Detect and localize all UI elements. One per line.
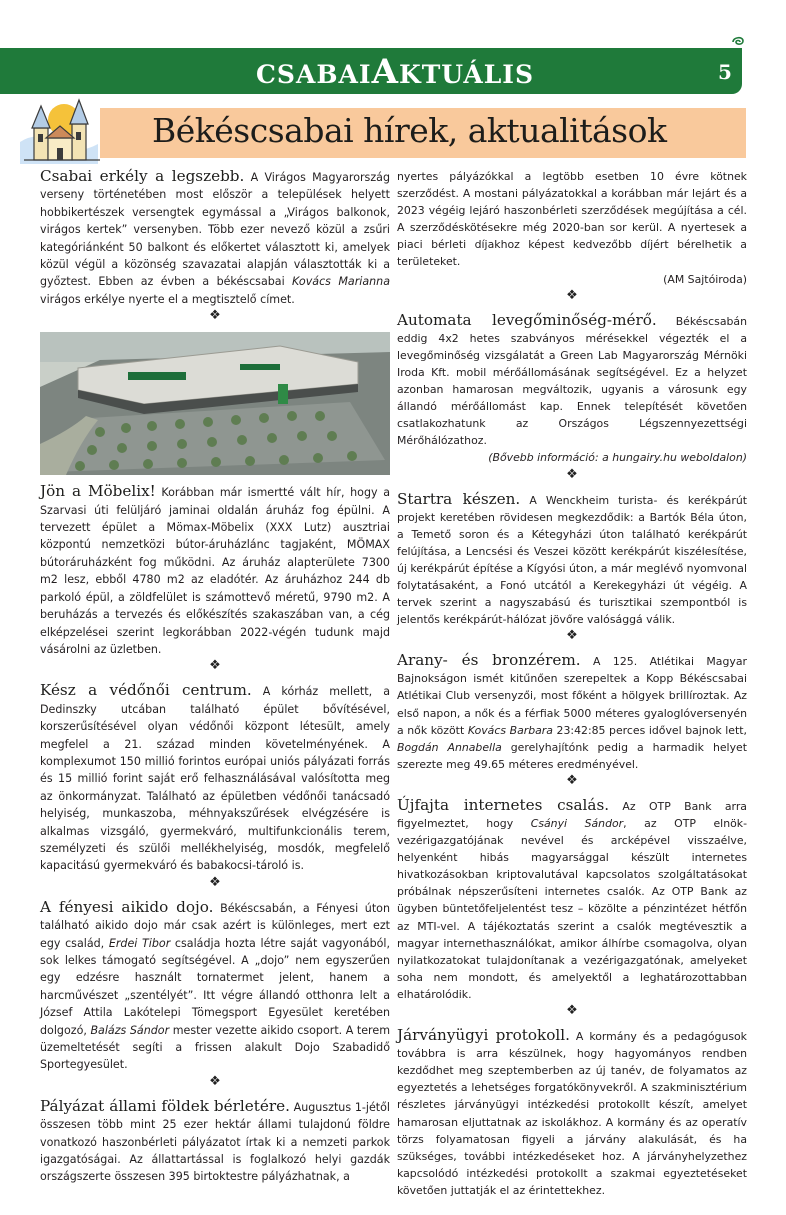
article-heading: Startra készen. xyxy=(397,489,521,508)
right-column xyxy=(397,168,747,1199)
article-heading: Járványügyi protokoll. xyxy=(397,1026,570,1045)
page-title: Békéscsabai hírek, aktualitások xyxy=(152,111,667,150)
separator-ornament: ❖ xyxy=(566,628,578,644)
article-heading: A fényesi aikido dojo. xyxy=(40,897,214,916)
article-jarvanyugyi-protokoll: Járványügyi protokoll. A kormány és a pedagógusok továbbra is arra készülnek, hogy hagyományos rendben kezdődhet meg szeptemberben az új tanév, de folyamatos az egyeztetés a lehetséges forgatókönyvekről. A szakminisztérium részletes járványügyi intézkedési protokollt készít, amelyet hamarosan eljuttatnak az iskolákhoz. A kormány és az operatív törzs folyamatosan figyeli a járvány alakulását, és ha szükséges, további intézkedéseket hoz. A járványhelyzethez kapcsolódó intézkedési protokollt a szakmai egyeztetéseket követően juttatják el az érintettekhez. xyxy=(397,1026,747,1197)
article-heading: Automata levegőminőség-mérő. xyxy=(397,310,657,329)
article-heading: Újfajta internetes csalás. xyxy=(397,795,610,814)
article-allami-foldek: Pályázat állami földek bérletére. Augusztus 1-jétől összesen több mint 25 ezer hektár állami tulajdonú földre vonatkozó haszonbérleti pályázatot írtak ki a nemzeti parkok igazgatóságai. Az állattartással is foglalkozó helyi gazdák országszerte összesen 395 birtoktestre pályázhatnak, a xyxy=(40,1096,391,1184)
article-internetes-csalas: Újfajta internetes csalás. Az OTP Bank arra figyelmeztet, hogy Csányi Sándor, az OTP elnök-vezérigazgatójának nevével és arcképével visszaélve, helyenként hibás magyarsággal készült internetes hivatkozásokban kriptovalutával kapcsolatos szolgáltatásokat próbálnak népszerűsíteni internetes csalók. Az OTP Bank az ügyben büntetőfeljelentést tesz – közölte a pénzintézet hétfőn az MTI-vel. A tájékoztatás szerint a csalók megtévesztik a magyar internethasználókat, amikor álhírbe csomagolva, olyan nyilatkozatokat tulajdonítanak a vezérigazgatónak, amelyeket soha nem mondott, és amelyektől a leghatározottabban elhatárolódik. xyxy=(397,795,747,1001)
article-vedonoi-centrum: Kész a védőnői centrum. A kórház mellett, a Dedinszky utcában található épület bővítésével, korszerűsítésével olyan védőnői központ létesült, amely megfelel a 21. század minden követelményének. A komplexumot 150 millió forintos európai uniós pályázati forrás és 15 millió forint saját erő felhasználásával valósította meg az önkormányzat. Található az épületben védőnői tanácsadó helyiség, munkaszoba, méhnyakszűrések elvégzésére is alkalmas vizsgáló, gyermekváró, multifunkcionális terem, személyzeti és szülői mellékhelyiség, mosdók, megfelelő kapacitású gyermekváró és babakocsi-tároló is. xyxy=(40,681,391,873)
separator-ornament: ❖ xyxy=(209,658,221,674)
article-heading: Kész a védőnői centrum. xyxy=(40,681,252,700)
church-logo-icon xyxy=(20,98,120,164)
left-column xyxy=(40,168,390,1186)
publication-name: CSABAIAKTUÁLIS xyxy=(256,52,535,92)
separator-ornament: ❖ xyxy=(209,874,221,890)
separator-ornament: ❖ xyxy=(566,287,578,303)
article-aikido-dojo: A fényesi aikido dojo. Békéscsabán, a Fényesi úton található aikido dojo már csak azért is különleges, mert ezt egy család, Erdei Tibor családja hozta létre saját vagyonából, sok lelkes támogató segítségével. A „dojo” nem egyszerűen egy edzésre használt tornatermet jelent, hanem a harcművészet „szentélyét”. Itt végre állandó otthonra lelt a József Attila Lakótelepi Tömegsport Egyesület keretében dolgozó, Balázs Sándor mester vezette aikido csoport. A terem üzemeltetését segíti a frissen alakult Dojo Szabadidő Sportegyesület. xyxy=(40,897,391,1072)
article-allami-foldek-continued: nyertes pályázókkal a legtöbb esetben 10 évre kötnek szerződést. A mostani pályázatokkal a korábban már lejárt és a 2023 végéig lejáró haszonbérleti szerződések megújítása a cél. A szerződéskötésekre még 2020-ban sor kerül. A nyertesek a piaci bérleti díjakhoz képest kedvezőbb díjért bérelhetik a területeket. (AM Sajtóiroda) xyxy=(397,168,747,288)
article-csabai-erkely: Csabai erkély a legszebb. A Virágos Magyarország verseny történetében most először a települések helyett hobbikertészek versengtek egymással a „Virágos balkonok, virágos kertek” versenyben. Több ezer nevező közül a zsűri kategóriánként 50 balkont és előkertet választott ki, amelyek közül végül a közönség szavazatai alapján választották ki a győztest. Ebben az évben a békéscsabai Kovács Marianna virágos erkélye nyerte el a megtisztelő címet. xyxy=(40,167,390,306)
article-heading: Pályázat állami földek bérletére. xyxy=(40,1096,290,1115)
article-heading: Csabai erkély a legszebb. xyxy=(40,167,245,185)
separator-ornament: ❖ xyxy=(209,1073,221,1089)
separator-ornament: ❖ xyxy=(566,772,578,788)
article-heading: Jön a Möbelix! xyxy=(40,482,156,501)
separator-ornament: ❖ xyxy=(566,1003,578,1019)
article-startra-keszen: Startra készen. A Wenckheim turista- és kerékpárút projekt keretében rövidesen megkezdődik: a Bartók Béla úton, a Temető soron és a Kétegyházi úton található kerékpárút felújítása, a Lencsési és Veszei között kerékpárút kiszélesítése, új kerékpárút építése a Kígyósi úton, a már meglévő nyomvonal folytatásaként, a Fonó utcától a Kerekegyházi út végéig. A tervek szerint a nagyszabású és turisztikai szempontból is jelentős kerékpárút-hálózat jövőre valósággá válik. xyxy=(397,489,747,627)
separator-ornament: ❖ xyxy=(209,308,221,324)
article-levegominoseg-mero: Automata levegőminőség-mérő. Békéscsabán eddig 4x2 hetes szabványos mérésekkel végezték el a levegőminőség vizsgálatát a Green Lab Magyarország Mérnöki Iroda Kft. mobil mérőállomásának segítségével. Ez a helyzet azonban hamarosan megváltozik, ugyanis a városunk egy állandó mérőállomást kap. Ennek telepítését követően csatlakozhatunk az Országos Légszennyezettségi Mérőhálózathoz. (Bővebb információ: a hungairy.hu weboldalon) xyxy=(397,312,747,467)
article-arany-bronzerem: Arany- és bronzérem. A 125. Atlétikai Magyar Bajnokságon ismét kitűnően szerepeltek a Kopp Békéscsabai Atlétikai Club versenyzői, most főként a hölgyek brillíroztak. Az első napon, a nők és a férfiak 5000 méteres gyaloglóversenyén a nők között Kovács Barbara 23:42:85 perces idővel bajnok lett, Bogdán Annabella gerelyhajítónk pedig a harmadik helyet szerezte meg 49.65 méteres eredményével. xyxy=(397,651,748,771)
page-number: 5 xyxy=(718,60,732,84)
article-note: (Bővebb információ: a hungairy.hu weboldalon) xyxy=(488,451,747,465)
article-heading: Arany- és bronzérem. xyxy=(397,651,581,670)
swirl-ornament-icon xyxy=(730,33,746,49)
article-mobelix: Jön a Möbelix! Korábban már ismertté vált hír, hogy a Szarvasi úti felüljáró jaminai oldalán áruház fog épülni. A tervezett épület a Mömax-Möbelix (XXX Lutz) ausztriai központú nemzetközi bútor-áruházlánc tagjaként, MÖMAX bútoráruházként fog működni. Az áruház alapterülete 7300 m2 lesz, ebből 4780 m2 az eladótér. Az áruházhoz 244 db parkoló épül, a zöldfelület is számottevő méretű, 9790 m2. A beruházás a tervezés és előkészítés szakaszában van, a cég elképzelései szerint legkorábban 2022-végén tudunk majd vásárolni az üzletben. xyxy=(40,482,390,656)
article-signature: (AM Sajtóiroda) xyxy=(663,272,747,286)
store-rendering-image xyxy=(40,332,390,475)
separator-ornament: ❖ xyxy=(566,466,578,482)
